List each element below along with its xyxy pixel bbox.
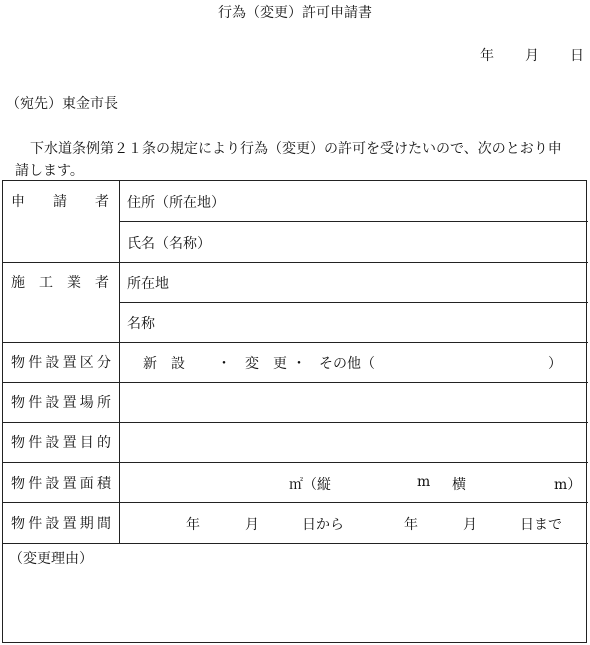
area-meter-close: m） bbox=[554, 477, 582, 493]
row-divider bbox=[3, 422, 588, 423]
period-from-year: 年 bbox=[186, 517, 200, 533]
contractor-address-field[interactable]: 所在地 bbox=[127, 276, 169, 292]
period-to-year: 年 bbox=[404, 517, 418, 533]
document-title: 行為（変更）許可申請書 bbox=[218, 5, 372, 21]
area-unit-vertical: ㎡（縦 bbox=[289, 477, 331, 493]
area-label: 物 件 設 置 面 積 bbox=[11, 476, 111, 492]
area-horizontal: 横 bbox=[452, 477, 466, 493]
category-separator: ・ bbox=[292, 356, 306, 372]
row-divider bbox=[119, 302, 588, 303]
change-reason-label: （変更理由） bbox=[9, 551, 93, 567]
row-divider bbox=[3, 342, 588, 343]
date-day: 日 bbox=[570, 48, 584, 64]
column-divider bbox=[119, 181, 120, 543]
period-to-day: 日まで bbox=[520, 517, 562, 533]
intro-line-2: 請します。 bbox=[15, 163, 84, 179]
date-year: 年 bbox=[480, 48, 494, 64]
category-separator: ・ bbox=[217, 356, 231, 372]
application-form bbox=[2, 180, 587, 643]
date-month: 月 bbox=[525, 48, 539, 64]
row-divider bbox=[3, 462, 588, 463]
row-divider bbox=[3, 502, 588, 503]
intro-line-1: 下水道条例第２１条の規定により行為（変更）の許可を受けたいので、次のとおり申 bbox=[30, 141, 562, 157]
row-divider bbox=[119, 221, 588, 222]
area-meter-unit: m bbox=[417, 474, 431, 490]
applicant-address-field[interactable]: 住所（所在地） bbox=[127, 195, 225, 211]
period-to-month: 月 bbox=[463, 517, 477, 533]
category-label: 物 件 設 置 区 分 bbox=[11, 355, 111, 371]
applicant-label: 申 請 者 bbox=[11, 194, 109, 210]
purpose-label: 物 件 設 置 目 的 bbox=[11, 435, 111, 451]
category-other-close: ） bbox=[548, 356, 562, 372]
row-divider bbox=[3, 543, 588, 544]
category-new-option[interactable]: 新 設 bbox=[143, 356, 185, 372]
period-label: 物 件 設 置 期 間 bbox=[11, 516, 111, 532]
period-from-day: 日から bbox=[302, 517, 344, 533]
location-label: 物 件 設 置 場 所 bbox=[11, 395, 111, 411]
category-other-option[interactable]: その他（ bbox=[319, 356, 375, 372]
applicant-name-field[interactable]: 氏名（名称） bbox=[127, 236, 211, 252]
row-divider bbox=[3, 382, 588, 383]
row-divider bbox=[3, 262, 588, 263]
contractor-label: 施 工 業 者 bbox=[11, 275, 109, 291]
addressee: （宛先）東金市長 bbox=[6, 96, 118, 112]
period-from-month: 月 bbox=[245, 517, 259, 533]
category-change-option[interactable]: 変 更 bbox=[245, 356, 287, 372]
contractor-name-field[interactable]: 名称 bbox=[127, 316, 155, 332]
